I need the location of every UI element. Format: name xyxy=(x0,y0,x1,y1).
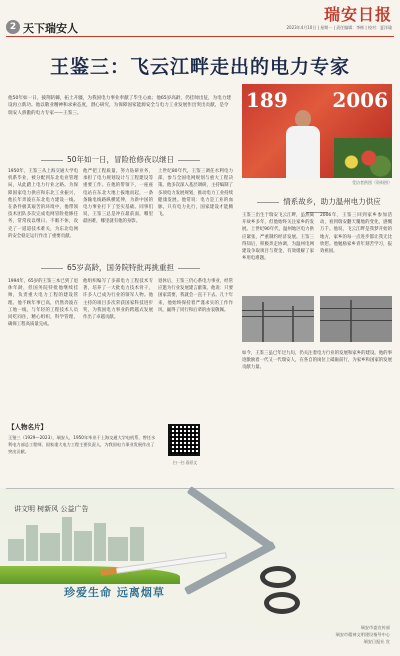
ad-slogan: 珍爱生命 远离烟草 xyxy=(64,586,165,599)
grass-hill xyxy=(0,566,180,584)
photo-overlay-left: 189 xyxy=(246,88,288,112)
subhead-1: 50年如一日，冒险抢修夜以继日 xyxy=(8,154,233,165)
qr-caption: 扫一扫 看原文 xyxy=(173,460,197,465)
scissors-handle-icon xyxy=(264,592,300,614)
text-column-5: 他组织编写了多部电力工程技术专著，培养了一大批电力技术骨干，许多人已成为行业的领军人物。他主持的项目多次荣获国家科技进步奖，为我国电力事业的跨越式发展作出了卓越贡献。 xyxy=(83,279,153,321)
bio-label: 【人物名片】 xyxy=(8,423,47,431)
section-number-badge: 2 xyxy=(6,20,20,34)
scissors-blade-icon xyxy=(187,486,274,550)
text-column-4: 1994年，65岁的王鉴三本已到了退休年龄，但国务院特批他继续挂帅，负责重大电力工程的建设管理。他不顾年事已高，仍然奔波在工地一线，与年轻的工程技术人员同吃同住，精心组织，科学管理，确保工程高质量完成。 xyxy=(8,279,78,328)
qr-code[interactable] xyxy=(168,424,200,456)
portrait-photo xyxy=(242,84,392,178)
subhead-2: 65岁高龄，国务院特批再挑重担 xyxy=(8,262,233,273)
flower-arrangement xyxy=(334,138,392,178)
ad-credit: 瑞安市委宣传部 瑞安市精神文明建设指导中心 瑞安日报社 宣 xyxy=(335,625,390,644)
text-column-1: 1950年，王鉴三从上海交通大学电机系毕业，被分配到东北电业管理局，从此踏上电力行业之路。为保障国家电力供应和东北工业振兴，他长年奔波在东北电力建设一线。在条件极其艰苦的环境中，他带领技术团队多次完成电网冒险抢修任务，常常夜以继日、不眠不休，攻克了一道道技术难关，为东北电网的安全稳定运行作出了重要贡献。 xyxy=(8,169,78,239)
article-intro: 他50年如一日，披荆斩棘，拓土开疆，为我国电力事业奉献了毕生心血；他65岁高龄，仍挂帅出征，为电力建设再立新功。他以敬业精神和求索态度，潜心研究，为保障国家能源安全与电力工业发展作出突出贡献，是令瑞安人骄傲的电力专家——王鉴三。 xyxy=(8,96,232,116)
photo-caption: 受访者供图（资料图） xyxy=(352,180,392,185)
newspaper-logo: 瑞安日报 xyxy=(323,5,392,24)
text-column-7: 王鉴三出生于瑞安飞云江畔，虽然离开故乡多年，但他始终关注家乡的发展。上世纪90年代，温州地区电力供应紧张，严重制约经济发展。王鉴三得知后，积极奔走协调，为温州电网建设争取项目与资金，有效缓解了家乡用电难题。 xyxy=(242,213,314,262)
bio-text: 王鉴三（1929—2023），瑞安人，1950年毕业于上海交通大学电机系，曾任水利电力部总工程师、国家重大电力工程主要负责人，为我国电力事业发展作出了突出贡献。 xyxy=(8,435,156,454)
text-column-3: 上世纪80年代，王鉴三调任水利电力部，参与全国电网规划与重大工程决策。他多次深入基层调研，主持编制了多项电力发展规划，推动电力工业持续健康发展。他常说：电力是工业的血脉，只有电力先行，国家建设才能腾飞。 xyxy=(158,169,233,218)
section-title: 天下瑞安人 xyxy=(23,22,78,35)
text-column-8: 2006年，王鉴三回到家乡参加活动，看到瑞安翻天覆地的变化，感慨万千。他说，飞云江畔是我梦开始的地方，家乡的每一点进步都让我无比欣慰。他勉励家乡青年刻苦学习，报效祖国。 xyxy=(320,213,392,255)
issue-meta: 2023年4月10日 | 星期一 | 责任编辑：李彬 | 校对：夏洋瑜 xyxy=(286,25,392,30)
header-rule xyxy=(6,36,394,37)
article-title: 王鉴三：飞云江畔走出的电力专家 xyxy=(49,56,350,78)
photo-overlay-right: 2006 xyxy=(332,88,388,112)
text-column-9: 如今，王鉴三虽已年过九旬，仍关注着电力行业的发展和家乡的建设。他的事迹激励着一代又一代瑞安人，在各自的岗位上砥砺前行，为家乡和国家的发展贡献力量。 xyxy=(242,351,392,371)
powerline-photo-2 xyxy=(320,296,392,342)
public-service-ad xyxy=(0,488,400,656)
portrait-person xyxy=(286,110,320,178)
scissors-blade-icon xyxy=(184,541,276,595)
page-header xyxy=(0,0,400,40)
powerline-photo-1 xyxy=(242,296,314,342)
subhead-3: 情系故乡，助力温州电力供应 xyxy=(242,196,392,216)
text-column-6: 退休后，王鉴三仍心系电力事业，经常应邀为行业发展建言献策。他说：只要国家需要，我就会一直干下去。几十年来，他始终保持着严谨求实的工作作风，赢得了同行和后辈的由衷敬佩。 xyxy=(158,279,233,313)
text-column-2: 他严把工程质量，努力钻研业务，承担了电力规划设计与工程建设等重要工作。在他的带领下，一座座电站在东北大地上拔地而起，一条条输电线路纵横延伸，为新中国的电力事业打下了坚实基础。同事们说，王鉴三总是冲在最前面，哪里最困难，哪里就有他的身影。 xyxy=(83,169,153,225)
scissors-handle-icon xyxy=(260,566,296,588)
ad-tag: 讲文明 树新风 公益广告 xyxy=(14,505,89,513)
city-skyline xyxy=(8,516,158,561)
